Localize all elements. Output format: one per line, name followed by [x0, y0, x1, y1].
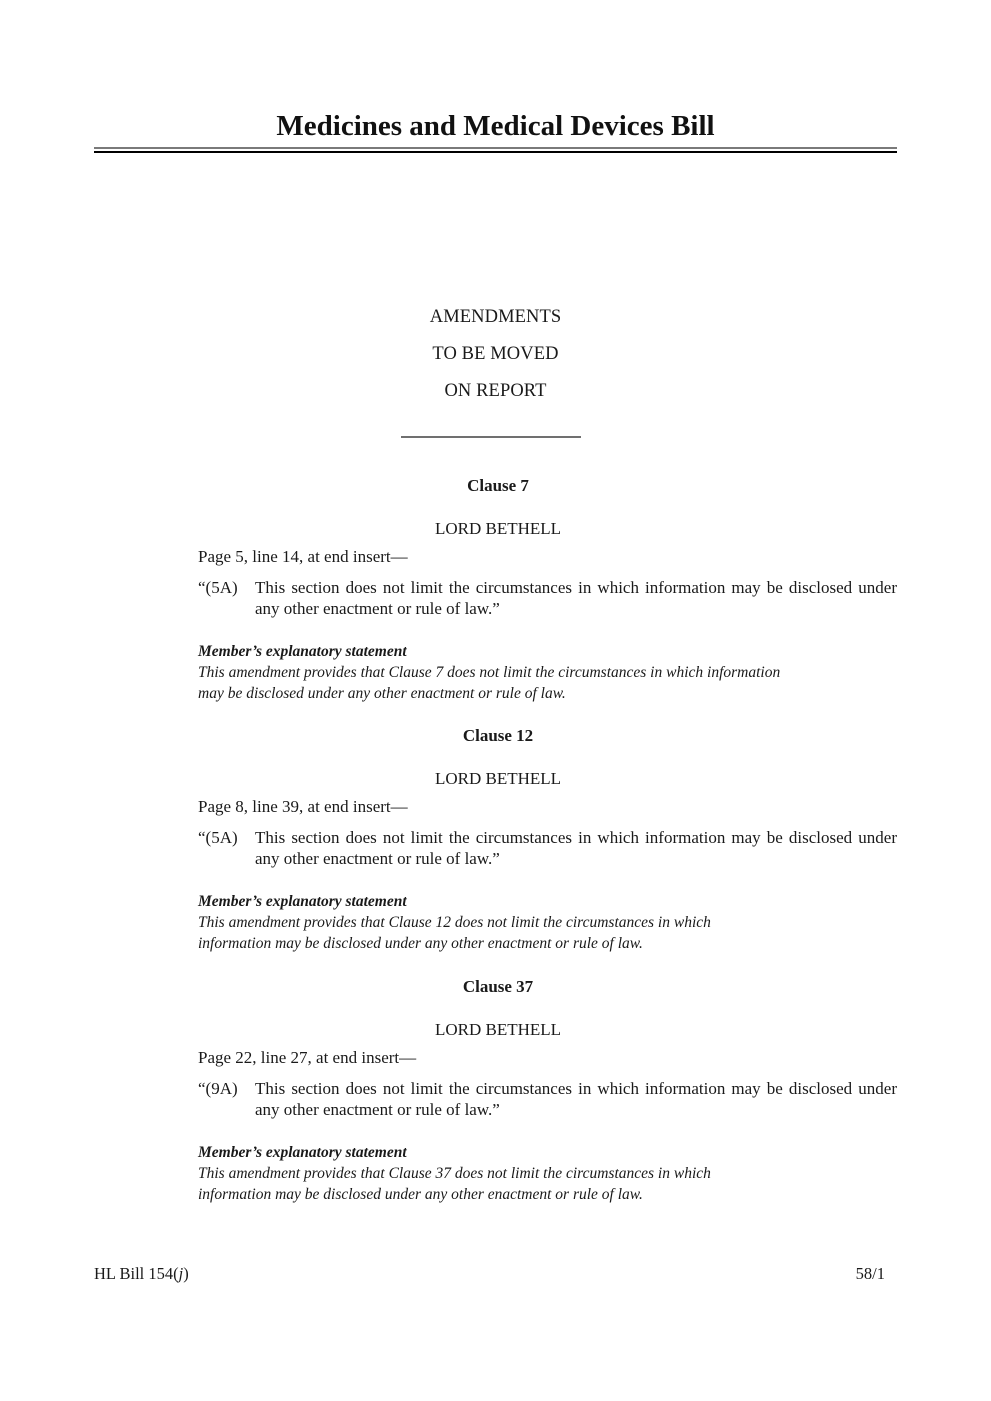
- heading-on-report: ON REPORT: [444, 381, 547, 401]
- bill-reference: [94, 1263, 189, 1285]
- clause-heading: Clause 7: [467, 476, 529, 495]
- explanatory-label: Member’s explanatory statement: [198, 893, 407, 910]
- subsection-number: “(5A): [198, 578, 238, 597]
- explanatory-label: Member’s explanatory statement: [198, 1144, 407, 1161]
- inserted-subsection: [198, 1078, 897, 1120]
- explanatory-statement: [198, 891, 897, 954]
- clause-heading: Clause 12: [462, 726, 534, 745]
- subsection-number: “(5A): [198, 828, 238, 847]
- subsection-text: This section does not limit the circumstances in which information may be disclosed under any other enactment or rule of law.”: [255, 1079, 897, 1119]
- subsection-number: “(9A): [198, 1079, 238, 1098]
- amendment-instruction: Page 22, line 27, at end insert—: [198, 1048, 417, 1067]
- heading-separator: [401, 436, 581, 438]
- title-rule-thin: [94, 147, 897, 149]
- explanatory-label: Member’s explanatory statement: [198, 643, 407, 660]
- bill-reference-suffix: ): [183, 1264, 189, 1283]
- subsection-text: This section does not limit the circumstances in which information may be disclosed under any other enactment or rule of law.”: [255, 578, 897, 618]
- heading-amendments: AMENDMENTS: [429, 307, 562, 327]
- member-name: LORD BETHELL: [434, 769, 562, 788]
- bill-reference-letter: j: [178, 1264, 184, 1283]
- heading-to-be-moved: TO BE MOVED: [432, 344, 559, 364]
- member-name: LORD BETHELL: [434, 1020, 562, 1039]
- amendment-instruction: Page 5, line 14, at end insert—: [198, 547, 408, 566]
- title-rule-thick: [94, 151, 897, 153]
- inserted-subsection: [198, 577, 897, 619]
- bill-reference-prefix: HL Bill 154(: [94, 1264, 179, 1283]
- explanatory-line: This amendment provides that Clause 12 does not limit the circumstances in which: [198, 914, 711, 931]
- bill-title: Medicines and Medical Devices Bill: [276, 110, 715, 142]
- amendment-instruction: Page 8, line 39, at end insert—: [198, 797, 408, 816]
- member-name: LORD BETHELL: [434, 519, 562, 538]
- subsection-text: This section does not limit the circumstances in which information may be disclosed under any other enactment or rule of law.”: [255, 828, 897, 868]
- explanatory-line: may be disclosed under any other enactment or rule of law.: [198, 685, 566, 702]
- explanatory-line: information may be disclosed under any other enactment or rule of law.: [198, 1186, 643, 1203]
- explanatory-line: This amendment provides that Clause 37 does not limit the circumstances in which: [198, 1165, 711, 1182]
- explanatory-statement: [198, 1142, 897, 1205]
- explanatory-statement: [198, 641, 897, 704]
- page-reference: 58/1: [855, 1264, 885, 1283]
- inserted-subsection: [198, 827, 897, 869]
- clause-heading: Clause 37: [462, 977, 534, 996]
- explanatory-line: information may be disclosed under any other enactment or rule of law.: [198, 935, 643, 952]
- explanatory-line: This amendment provides that Clause 7 does not limit the circumstances in which information: [198, 664, 781, 681]
